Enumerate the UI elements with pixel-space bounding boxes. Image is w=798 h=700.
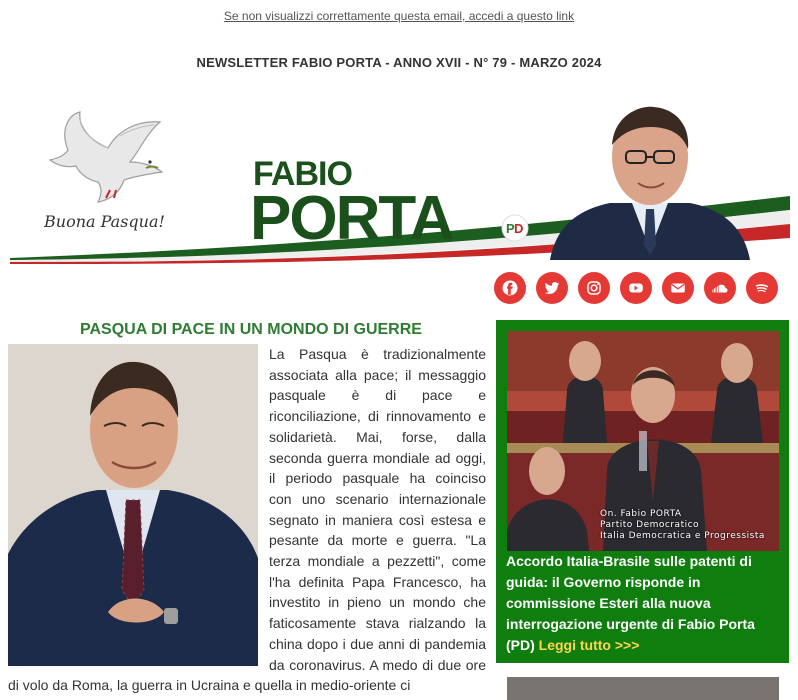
pd-logo-icon (502, 215, 528, 241)
article-body (8, 344, 486, 696)
social-links (494, 272, 778, 310)
instagram-icon[interactable] (578, 272, 610, 304)
soundcloud-icon[interactable] (704, 272, 736, 304)
brand-last-name: PORTA (250, 184, 453, 253)
email-icon[interactable] (662, 272, 694, 304)
view-in-browser-link[interactable]: Se non visualizzi correttamente questa email, accedi a questo link (223, 9, 575, 23)
news-text: Accordo Italia-Brasile sulle patenti di guida: il Governo risponde in commissione Esteri alla nuova interrogazione urgente di Fabio Porta (PD) (506, 553, 755, 653)
newsletter-title: NEWSLETTER FABIO PORTA - ANNO XVII - N° 79 - MARZO 2024 (196, 55, 602, 70)
caption-party: Partito Democratico (600, 520, 700, 530)
caption-name: On. Fabio PORTA (600, 509, 682, 519)
youtube-icon[interactable] (620, 272, 652, 304)
article-text: La Pasqua è tradizionalmente associata alla pace; il messaggio pasquale è di pace e riconciliazione, di rinnovamento e solidarietà. Mai, forse, dalla seconda guerra mondiale ad oggi, il periodo pasquale ha coinciso con uno scenario internazionale segnato in maniera così estesa e pesante da morte e guerra. "La terza mondiale a pezzetti", come l'ha definita Papa Francesco, ha investito in pieno un mondo che faticosamente stava rialzando la china dopo i due anni di pandemia da coronavirus. A medo di due ore di volo da Roma, la guerra in Ucraina e quella in medio-oriente ci (8, 346, 486, 694)
svg-text:D: D (514, 221, 524, 236)
svg-text:P: P (506, 221, 515, 236)
dove-icon (50, 112, 162, 202)
article-title: PASQUA DI PACE IN UN MONDO DI GUERRE (80, 321, 422, 338)
spotify-icon[interactable] (746, 272, 778, 304)
news-photo-2[interactable] (507, 677, 779, 700)
read-more-link[interactable]: Leggi tutto >>> (538, 637, 640, 653)
portrait-photo (550, 107, 750, 260)
news-headline[interactable] (506, 551, 782, 656)
photo-caption (600, 509, 765, 542)
easter-caption: Buona Pasqua! (44, 212, 165, 231)
twitter-icon[interactable] (536, 272, 568, 304)
facebook-icon[interactable] (494, 272, 526, 304)
brand-first-name: FABIO (253, 155, 352, 193)
caption-group: Italia Democratica e Progressista (600, 531, 765, 541)
